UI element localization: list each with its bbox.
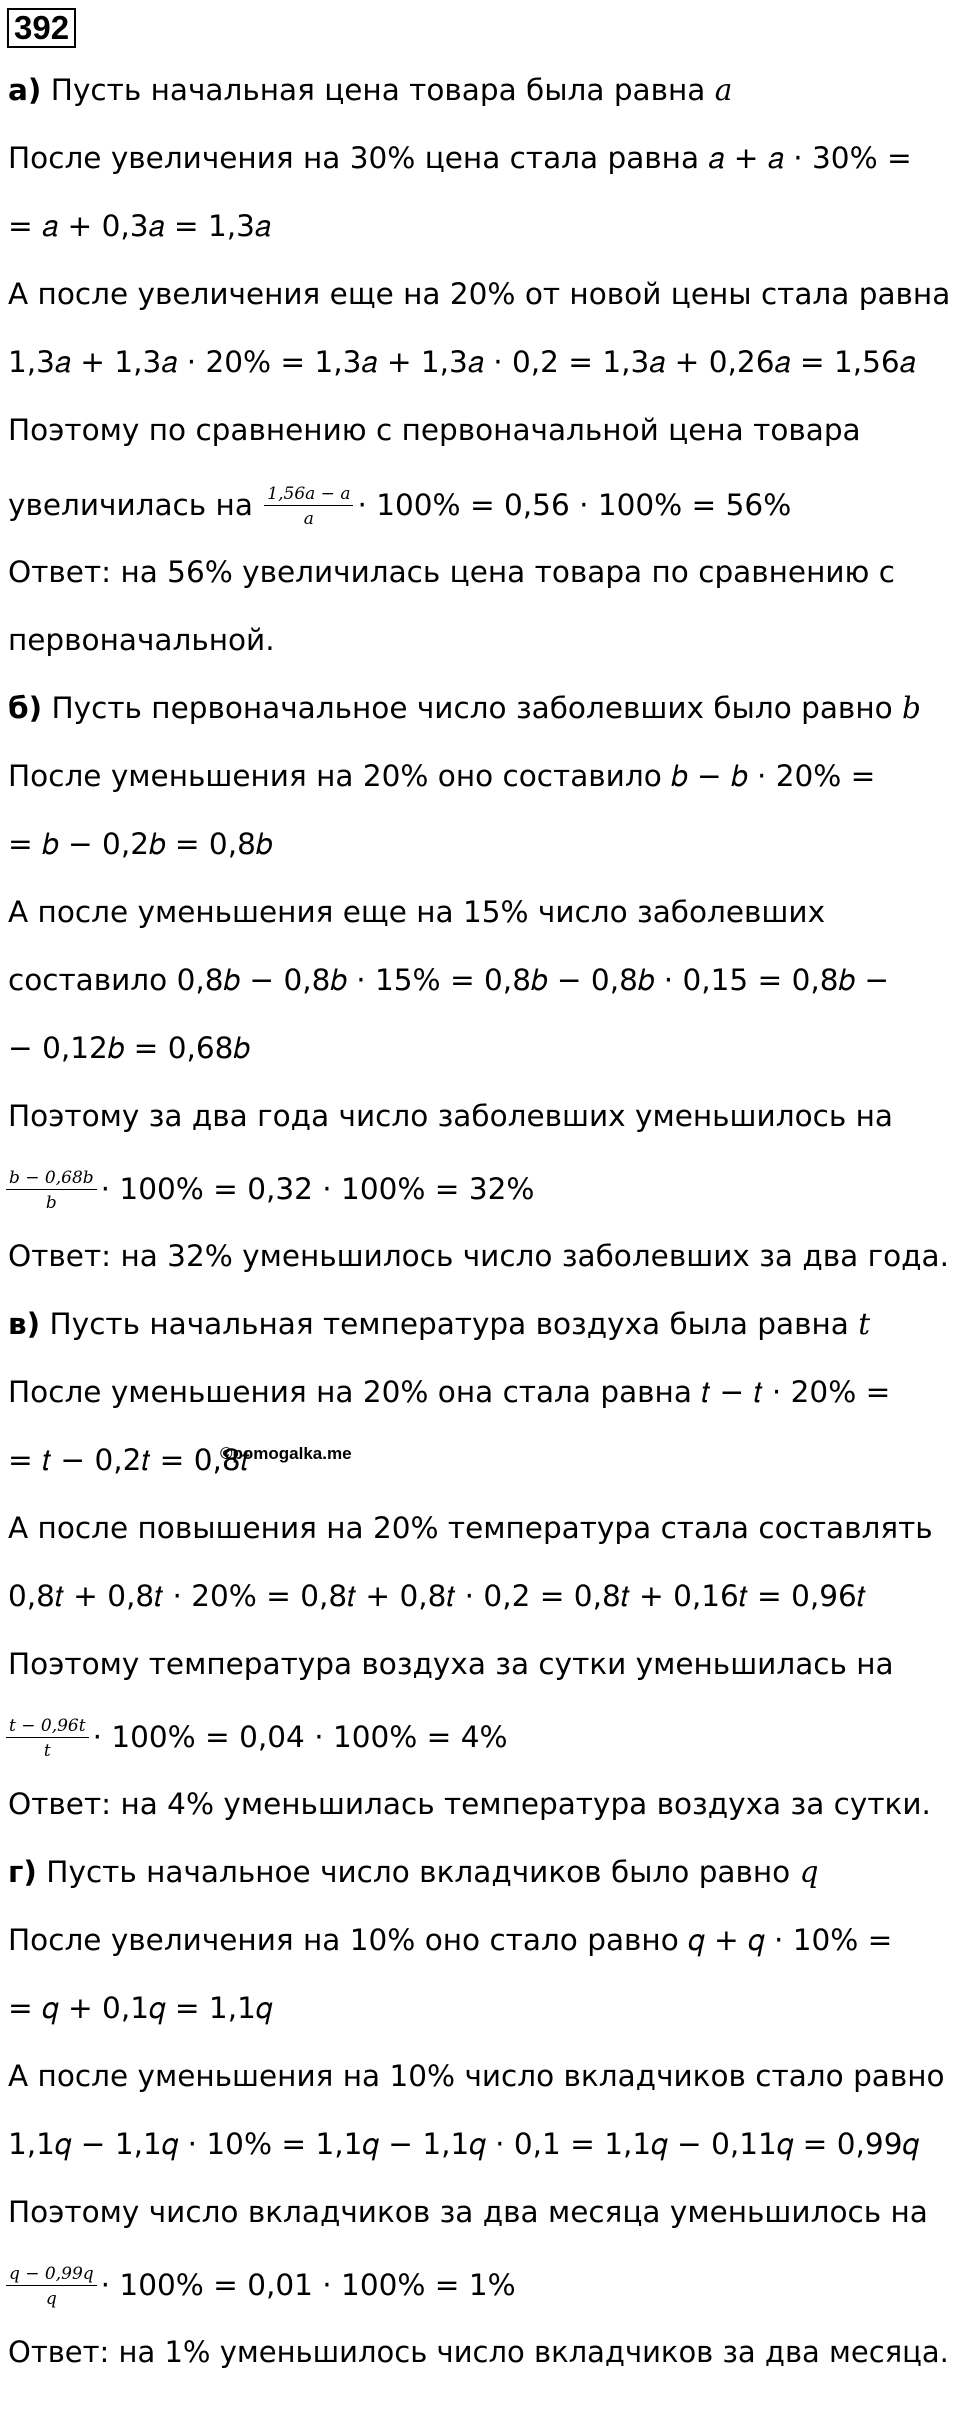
part-a-line-2: После увеличения на 30% цена стала равна 𝑎 + 𝑎 · 30% = — [8, 141, 912, 175]
part-d-line-7 — [4, 2264, 516, 2309]
part-d-intro: Пусть начальное число вкладчиков было равно — [46, 1855, 800, 1889]
part-c-variable: t — [858, 1307, 871, 1341]
part-b-line-4: А после уменьшения еще на 15% число заболевших — [8, 895, 826, 929]
part-a-percent-calc: · 100% = 0,56 · 100% = 56% — [357, 488, 792, 522]
part-a-fraction — [264, 484, 353, 529]
part-d-variable: q — [799, 1855, 819, 1889]
part-a-variable: a — [714, 73, 733, 107]
part-d-answer: Ответ: на 1% уменьшилось число вкладчиков за два месяца. — [8, 2335, 949, 2369]
part-a-answer-cont: первоначальной. — [8, 623, 275, 657]
part-b-line-7: Поэтому за два года число заболевших уменьшилось на — [8, 1099, 893, 1133]
part-a-line-6: Поэтому по сравнению с первоначальной цена товара — [8, 413, 861, 447]
part-a-answer: Ответ: на 56% увеличилась цена товара по сравнению с — [8, 555, 895, 589]
part-c-percent-calc: · 100% = 0,04 · 100% = 4% — [92, 1720, 508, 1754]
part-b-variable: b — [902, 691, 921, 725]
part-b-line-6: − 0,12𝑏 = 0,68𝑏 — [8, 1031, 250, 1065]
part-c-line-5: 0,8𝑡 + 0,8𝑡 · 20% = 0,8𝑡 + 0,8𝑡 · 0,2 = 0,8𝑡 + 0,16𝑡 = 0,96𝑡 — [8, 1579, 866, 1613]
part-c-answer: Ответ: на 4% уменьшилась температура воздуха за сутки. — [8, 1787, 931, 1821]
part-c-line-4: А после повышения на 20% температура стала составлять — [8, 1511, 933, 1545]
part-c-line-6: Поэтому температура воздуха за сутки уменьшилась на — [8, 1647, 894, 1681]
part-b-line-8 — [4, 1168, 535, 1213]
part-a-line-7 — [8, 484, 792, 529]
part-a-intro: Пусть начальная цена товара была равна — [50, 73, 715, 107]
part-c-line-1 — [8, 1306, 870, 1342]
part-d-label: г) — [8, 1855, 37, 1889]
part-c-label: в) — [8, 1307, 41, 1341]
part-d-fraction — [6, 2264, 97, 2309]
part-d-line-5: 1,1𝑞 − 1,1𝑞 · 10% = 1,1𝑞 − 1,1𝑞 · 0,1 = 1,1𝑞 − 0,11𝑞 = 0,99𝑞 — [8, 2127, 919, 2161]
part-b-answer: Ответ: на 32% уменьшилось число заболевших за два года. — [8, 1239, 949, 1273]
problem-number: 392 — [7, 8, 76, 48]
part-b-line-3: = 𝑏 − 0,2𝑏 = 0,8𝑏 — [8, 827, 273, 861]
part-a-line-4: А после увеличения еще на 20% от новой цены стала равна — [8, 277, 951, 311]
part-d-fraction-denominator: q — [45, 2289, 57, 2309]
part-c-fraction-numerator: t − 0,96t — [6, 1716, 89, 1738]
part-c-fraction-denominator: t — [43, 1741, 51, 1761]
part-d-line-6: Поэтому число вкладчиков за два месяца уменьшилось на — [8, 2195, 928, 2229]
part-b-line-2: После уменьшения на 20% оно составило 𝑏 − 𝑏 · 20% = — [8, 759, 876, 793]
part-b-line-5: составило 0,8𝑏 − 0,8𝑏 · 15% = 0,8𝑏 − 0,8𝑏 · 0,15 = 0,8𝑏 − — [8, 963, 890, 997]
part-d-line-4: А после уменьшения на 10% число вкладчиков стало равно — [8, 2059, 945, 2093]
part-a-increase-text: увеличилась на — [8, 488, 263, 522]
part-c-fraction — [6, 1716, 89, 1761]
part-c-intro: Пусть начальная температура воздуха была равна — [49, 1307, 859, 1341]
watermark: ©pomogalka.me — [220, 1444, 352, 1463]
part-a-line-1 — [8, 72, 732, 108]
part-a-label: а) — [8, 73, 42, 107]
part-a-line-3: = 𝑎 + 0,3𝑎 = 1,3𝑎 — [8, 209, 271, 243]
part-c-line-3: = 𝑡 − 0,2𝑡 = 0,8𝑡 — [8, 1443, 250, 1477]
part-b-fraction-denominator: b — [45, 1193, 57, 1213]
part-d-fraction-numerator: q − 0,99q — [6, 2264, 97, 2286]
part-b-intro: Пусть первоначальное число заболевших было равно — [51, 691, 903, 725]
part-b-line-1 — [8, 690, 921, 726]
part-a-fraction-numerator: 1,56a − a — [264, 484, 353, 506]
part-b-percent-calc: · 100% = 0,32 · 100% = 32% — [100, 1172, 535, 1206]
part-d-line-3: = 𝑞 + 0,1𝑞 = 1,1𝑞 — [8, 1991, 273, 2025]
part-c-line-2: После уменьшения на 20% она стала равна 𝑡 − 𝑡 · 20% = — [8, 1375, 891, 1409]
part-b-fraction — [6, 1168, 97, 1213]
part-d-line-1 — [8, 1854, 819, 1890]
part-b-label: б) — [8, 691, 43, 725]
part-c-line-7 — [4, 1716, 508, 1761]
part-a-fraction-denominator: a — [303, 509, 314, 529]
part-d-percent-calc: · 100% = 0,01 · 100% = 1% — [100, 2268, 516, 2302]
part-b-fraction-numerator: b − 0,68b — [6, 1168, 97, 1190]
part-a-line-5: 1,3𝑎 + 1,3𝑎 · 20% = 1,3𝑎 + 1,3𝑎 · 0,2 = 1,3𝑎 + 0,26𝑎 = 1,56𝑎 — [8, 345, 916, 379]
part-d-line-2: После увеличения на 10% оно стало равно 𝑞 + 𝑞 · 10% = — [8, 1923, 893, 1957]
